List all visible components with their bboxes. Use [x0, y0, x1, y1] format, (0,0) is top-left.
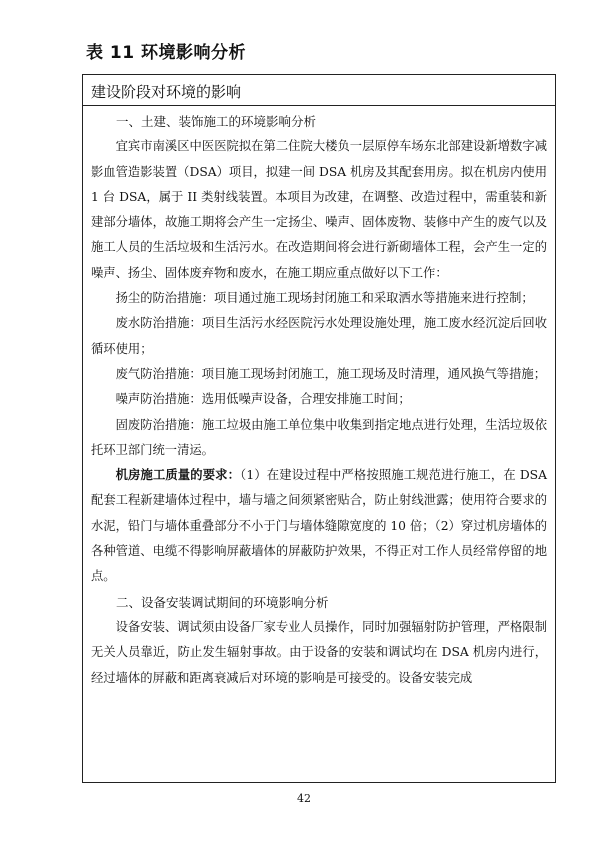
paragraph-solid-waste: 固废防治措施：施工垃圾由施工单位集中收集到指定地点进行处理，生活垃圾依托环卫部门统一清运。 [91, 417, 547, 457]
table-body [91, 109, 547, 691]
subsection-title-2: 二、设备安装调试期间的环境影响分析 [116, 594, 329, 610]
analysis-table [82, 74, 556, 783]
paragraph-exhaust: 废气防治措施：项目施工现场封闭施工，施工现场及时清理，通风换气等措施； [115, 366, 546, 381]
quality-label: 机房施工质量的要求： [115, 468, 241, 483]
paragraph-intro: 宜宾市南溪区中医医院拟在第二住院大楼负一层原停车场东北部建设新增数字减影血管造影装置（DSA）项目，拟建一间 DSA 机房及其配套用房。拟在机房内使用 1 台 DSA，属于 II 类射线装置。本项目为改建，在调整、改造过程中，需重装和新建部分墙体，故施工期将会产生一定扬尘、噪声、固体废物、装修中产生的废气以及施工人员的生活垃圾和生活污水。在改造期间将会进行新砌墙体工程，会产生一定的噪声、扬尘、固体废弃物和废水，在施工期应重点做好以下工作： [91, 139, 547, 280]
paragraph-installation: 设备安装、调试须由设备厂家专业人员操作，同时加强辐射防护管理，严格限制无关人员靠近，防止发生辐射事故。由于设备的安装和调试均在 DSA 机房内进行，经过墙体的屏蔽和距离衰减后对环境的影响是可接受的。设备安装完成 [91, 619, 547, 685]
quality-text: （1）在建设过程中严格按照施工规范进行施工，在 DSA 配套工程新建墙体过程中，墙与墙之间须紧密贴合，防止射线泄露；使用符合要求的水泥，铅门与墙体重叠部分不小于门与墙体缝隙宽度的 10 倍；（2）穿过机房墙体的各种管道、电缆不得影响屏蔽墙体的屏蔽防护效果，不得正对工作人员经常停留的地点。 [91, 468, 547, 584]
section-header-row [83, 75, 555, 106]
paragraph-quality [91, 463, 547, 589]
subsection-title-1: 一、土建、装饰施工的环境影响分析 [116, 114, 317, 129]
page-number: 42 [297, 792, 311, 805]
paragraph-wastewater: 废水防治措施：项目生活污水经医院污水处理设施处理，施工废水经沉淀后回收循环使用； [91, 316, 547, 356]
paragraph-dust: 扬尘的防治措施：项目通过施工现场封闭施工和采取洒水等措施来进行控制； [115, 291, 534, 306]
table-title: 表 11 环境影响分析 [86, 43, 246, 63]
section-header: 建设阶段对环境的影响 [91, 83, 242, 101]
paragraph-noise: 噪声防治措施：选用低噪声设备，合理安排施工时间； [115, 392, 411, 407]
